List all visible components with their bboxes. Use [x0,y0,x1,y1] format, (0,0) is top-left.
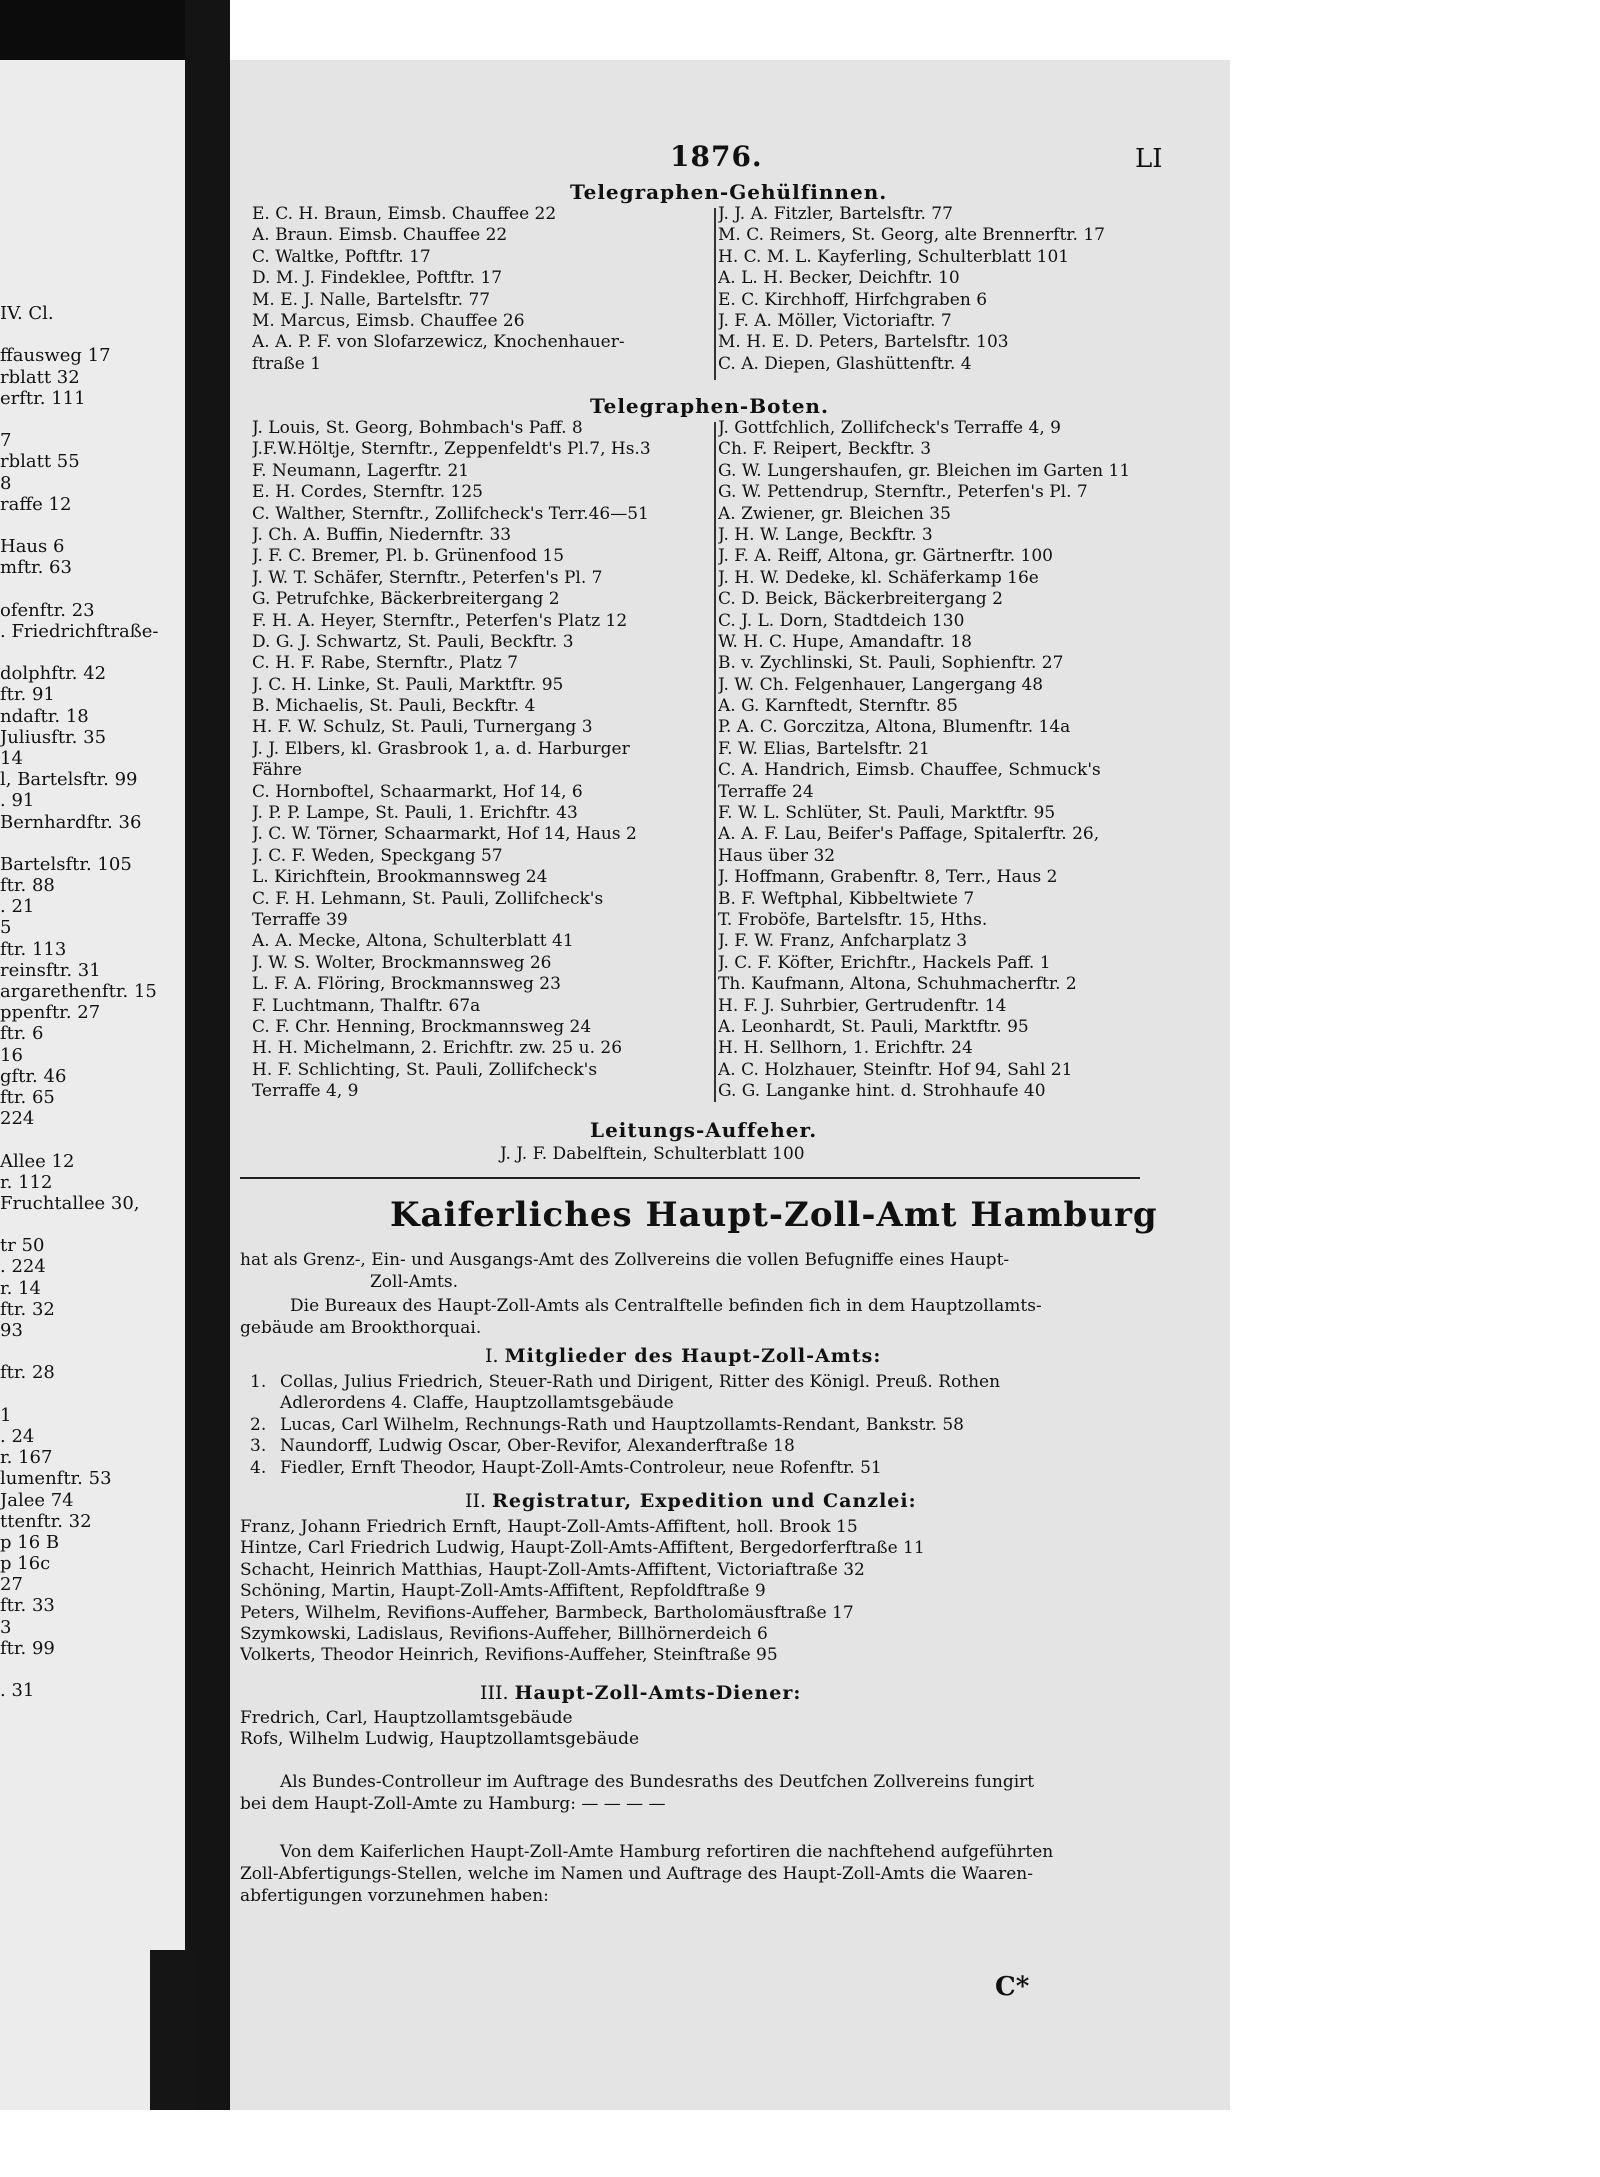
list-item: J. F. W. Franz, Anfcharplatz 3 [718,931,968,952]
members-heading [485,1345,881,1367]
left-page-line: l, Bartelsftr. 99 [0,769,138,791]
left-page-line: . 21 [0,896,35,918]
list-item: D. G. J. Schwartz, St. Pauli, Beckftr. 3 [252,631,574,652]
members-list [250,1372,1000,1479]
list-item: A. G. Karnftedt, Sternftr. 85 [718,696,958,717]
list-item: J. F. A. Reiff, Altona, gr. Gärtnerftr. 100 [718,546,1053,567]
list-item: J. P. P. Lampe, St. Pauli, 1. Erichftr. 43 [252,803,578,824]
list-item: Terraffe 4, 9 [252,1081,359,1102]
left-page-line: ftr. 32 [0,1298,55,1320]
list-item: G. W. Lungershaufen, gr. Bleichen im Garten 11 [718,460,1131,481]
left-page-line: r. 167 [0,1447,53,1469]
list-item: C. Walther, Sternftr., Zollifcheck's Terr.46—51 [252,503,649,524]
list-item: Schöning, Martin, Haupt-Zoll-Amts-Affiftent, Repfoldftraße 9 [240,1581,766,1602]
list-item: J. Louis, St. Georg, Bohmbach's Paff. 8 [252,418,583,438]
left-page-line: Haus 6 [0,536,65,558]
left-page-line: 7 [0,430,12,452]
list-item: Terraffe 24 [718,781,814,802]
list-item: A. Zwiener, gr. Bleichen 35 [718,503,951,524]
list-item: Peters, Wilhelm, Revifions-Auffeher, Barmbeck, Bartholomäusftraße 17 [240,1602,854,1623]
registry-list [240,1517,1140,1667]
list-item: C. F. Chr. Henning, Brockmannsweg 24 [252,1016,592,1037]
left-page-line: 14 [0,747,23,769]
left-page-line: p 16 B [0,1531,60,1553]
left-page-line: ffausweg 17 [0,345,111,367]
left-page-line: lumenftr. 53 [0,1468,112,1490]
list-item: A. Leonhardt, St. Pauli, Marktftr. 95 [718,1016,1029,1037]
left-page-line: ofenftr. 23 [0,599,95,621]
left-page-line: 1 [0,1404,12,1426]
servants-list [240,1708,1140,1751]
left-page-line: Jalee 74 [0,1489,74,1511]
list-item: H. H. Michelmann, 2. Erichftr. zw. 25 u. 26 [252,1038,623,1059]
list-item: H. C. M. L. Kayferling, Schulterblatt 101 [718,246,1070,267]
left-page-line: 8 [0,472,12,494]
signature-mark: C* [995,1972,1030,2002]
list-item [250,1436,1000,1457]
page-number: LI [1135,144,1163,174]
left-page-line: ftr. 91 [0,684,55,706]
list-item: E. H. Cordes, Sternftr. 125 [252,482,483,503]
list-item: Hintze, Carl Friedrich Ludwig, Haupt-Zoll-Amts-Affiftent, Bergedorferftraße 11 [240,1538,925,1559]
member-number: 3. [250,1436,267,1457]
list-item: F. W. L. Schlüter, St. Pauli, Marktftr. 95 [718,803,1056,824]
list-item: F. Neumann, Lagerftr. 21 [252,460,470,481]
list-item: J. W. S. Wolter, Brockmannsweg 26 [252,952,552,973]
list-item: T. Froböfe, Bartelsftr. 15, Hths. [718,909,988,930]
list-item: J. C. H. Linke, St. Pauli, Marktftr. 95 [252,674,564,695]
list-item: A. A. Mecke, Altona, Schulterblatt 41 [252,931,574,952]
bureau-line-2: gebäude am Brookthorquai. [240,1318,482,1338]
left-page-line: gftr. 46 [0,1065,67,1087]
list-item: J. C. W. Törner, Schaarmarkt, Hof 14, Haus 2 [252,824,637,845]
left-page-line: 3 [0,1616,12,1638]
list-item: F. H. A. Heyer, Sternftr., Peterfen's Platz 12 [252,610,628,631]
closing-line-2: Zoll-Abfertigungs-Stellen, welche im Namen und Auftrage des Haupt-Zoll-Amts die Waaren- [240,1864,1033,1884]
member-text: Lucas, Carl Wilhelm, Rechnungs-Rath und Hauptzollamts-Rendant, Bankstr. 58 [280,1414,964,1435]
list-item: G. Petrufchke, Bäckerbreitergang 2 [252,589,560,610]
member-text: Naundorff, Ludwig Oscar, Ober-Revifor, Alexanderftraße 18 [280,1436,795,1457]
member-number: 1. [250,1372,267,1392]
list-item: Volkerts, Theodor Heinrich, Revifions-Auffeher, Steinftraße 95 [240,1645,778,1666]
list-item: H. H. Sellhorn, 1. Erichftr. 24 [718,1038,973,1059]
servants-heading [480,1682,801,1704]
registry-heading [465,1490,917,1512]
member-text: Adlerordens 4. Claffe, Hauptzollamtsgebäude [280,1393,674,1414]
list-item: H. F. Schlichting, St. Pauli, Zollifcheck's [252,1059,598,1080]
left-page-line: . 91 [0,790,35,812]
list-item: G. G. Langanke hint. d. Strohhaufe 40 [718,1081,1046,1102]
left-page-line: ppenftr. 27 [0,1002,101,1024]
left-page-line: dolphftr. 42 [0,663,107,685]
left-page-line: ftr. 65 [0,1086,55,1108]
section-rule [240,1177,1140,1179]
assistants-right-column [718,204,1198,375]
left-page-line: IV. Cl. [0,303,54,324]
list-item: Rofs, Wilhelm Ludwig, Hauptzollamtsgebäude [240,1729,640,1750]
list-item: Fredrich, Carl, Hauptzollamtsgebäude [240,1708,573,1728]
left-page-line: r. 112 [0,1171,53,1193]
intro-line-2: Zoll-Amts. [370,1272,459,1292]
list-item: Terraffe 39 [252,909,348,930]
left-page-line: r. 14 [0,1277,41,1299]
left-page-line: . 31 [0,1680,35,1702]
list-item: J. H. W. Lange, Beckftr. 3 [718,524,933,545]
list-item: J. Hoffmann, Grabenftr. 8, Terr., Haus 2 [718,867,1058,888]
left-page-line: ftr. 33 [0,1595,55,1617]
left-page-line: . Friedrichftraße- [0,620,159,642]
list-item: Haus über 32 [718,845,836,866]
list-item: J. J. A. Fitzler, Bartelsftr. 77 [718,204,953,224]
member-number: 2. [250,1414,267,1435]
list-item: F. W. Elias, Bartelsftr. 21 [718,738,930,759]
intro-line-1: hat als Grenz-, Ein- und Ausgangs-Amt des Zollvereins die vollen Befugniffe eines Haupt- [240,1250,1010,1270]
list-item: Schacht, Heinrich Matthias, Haupt-Zoll-Amts-Affiftent, Victoriaftraße 32 [240,1559,865,1580]
left-page-line: Bernhardftr. 36 [0,811,142,833]
list-item: E. C. Kirchhoff, Hirfchgraben 6 [718,289,988,310]
list-item: Franz, Johann Friedrich Ernft, Haupt-Zoll-Amts-Affiftent, holl. Brook 15 [240,1517,858,1537]
list-item: ftraße 1 [252,353,322,374]
left-page-line: 5 [0,917,12,939]
list-item: Ch. F. Reipert, Beckftr. 3 [718,439,932,460]
list-item: A. L. H. Becker, Deichftr. 10 [718,268,960,289]
list-item: Th. Kaufmann, Altona, Schuhmacherftr. 2 [718,974,1077,995]
main-page [230,60,1230,2110]
page-year: 1876. [670,140,763,173]
list-item: J.F.W.Höltje, Sternftr., Zeppenfeldt's Pl.7, Hs.3 [252,439,651,460]
list-item: E. C. H. Braun, Eimsb. Chauffee 22 [252,204,557,224]
left-page-line: erftr. 111 [0,387,86,409]
left-page-line: 224 [0,1108,35,1130]
servants-heading-text: Haupt-Zoll-Amts-Diener: [514,1682,802,1704]
list-item: G. W. Pettendrup, Sternftr., Peterfen's Pl. 7 [718,482,1088,503]
list-item: M. H. E. D. Peters, Bartelsftr. 103 [718,332,1009,353]
list-item: A. Braun. Eimsb. Chauffee 22 [252,225,508,246]
column-divider [714,208,716,380]
left-page-line: ftr. 99 [0,1637,55,1659]
list-item: C. A. Diepen, Glashüttenftr. 4 [718,353,972,374]
left-page-line: 27 [0,1574,23,1596]
member-text: Collas, Julius Friedrich, Steuer-Rath und Dirigent, Ritter des Königl. Preuß. Rothen [280,1372,1001,1392]
list-item: B. v. Zychlinski, St. Pauli, Sophienftr. 27 [718,653,1064,674]
left-page-line: raffe 12 [0,493,72,515]
left-page-line: mftr. 63 [0,557,72,579]
list-item: B. Michaelis, St. Pauli, Beckftr. 4 [252,696,536,717]
list-item [250,1415,1000,1436]
members-heading-text: Mitglieder des Haupt-Zoll-Amts: [504,1345,882,1367]
bureau-line-1: Die Bureaux des Haupt-Zoll-Amts als Centralftelle befinden fich in dem Hauptzollamts- [290,1296,1042,1316]
controller-line-2: bei dem Haupt-Zoll-Amte zu Hamburg: — — — — [240,1794,666,1814]
list-item: F. Luchtmann, Thalftr. 67a [252,995,481,1016]
left-page-line: ftr. 28 [0,1362,55,1384]
section-title-line-supervisor: Leitungs-Auffeher. [590,1118,818,1142]
list-item [250,1393,1000,1414]
left-page-line: reinsftr. 31 [0,959,101,981]
left-page-line: 16 [0,1044,23,1066]
list-item: J. W. T. Schäfer, Sternftr., Peterfen's Pl. 7 [252,567,603,588]
messengers-right-column [718,418,1198,1103]
left-page-line: tr 50 [0,1235,45,1257]
members-heading-num: I. [485,1345,499,1367]
left-page-line: Juliusftr. 35 [0,726,107,748]
list-item: Fähre [252,760,302,781]
section-title-messengers: Telegraphen-Boten. [590,394,829,418]
closing-line-3: abfertigungen vorzunehmen haben: [240,1886,549,1906]
list-item: C. Waltke, Poftftr. 17 [252,246,431,267]
list-item: J. H. W. Dedeke, kl. Schäferkamp 16e [718,567,1039,588]
member-text: Fiedler, Ernft Theodor, Haupt-Zoll-Amts-Controleur, neue Rofenftr. 51 [280,1457,882,1478]
list-item: W. H. C. Hupe, Amandaftr. 18 [718,631,972,652]
list-item: C. A. Handrich, Eimsb. Chauffee, Schmuck's [718,760,1101,781]
list-item: H. F. J. Suhrbier, Gertrudenftr. 14 [718,995,1007,1016]
list-item [250,1372,1000,1393]
column-divider [714,422,716,1102]
customs-office-title: Kaiferliches Haupt-Zoll-Amt Hamburg [390,1195,1158,1235]
controller-line-1: Als Bundes-Controlleur im Auftrage des Bundesraths des Deutfchen Zollvereins fungirt [280,1772,1035,1792]
list-item: P. A. C. Gorczitza, Altona, Blumenftr. 14a [718,717,1071,738]
registry-heading-num: II. [465,1490,487,1512]
section-title-assistants: Telegraphen-Gehülfinnen. [570,180,888,204]
list-item: J. C. F. Weden, Speckgang 57 [252,845,503,866]
left-page-line: argarethenftr. 15 [0,981,157,1002]
list-item: M. Marcus, Eimsb. Chauffee 26 [252,310,525,331]
list-item: J. W. Ch. Felgenhauer, Langergang 48 [718,674,1044,695]
member-number: 4. [250,1457,267,1478]
left-page-line: Fruchtallee 30, [0,1192,140,1214]
registry-heading-text: Registratur, Expedition und Canzlei: [492,1490,917,1512]
left-page-line: ftr. 88 [0,875,55,897]
list-item: J. F. C. Bremer, Pl. b. Grünenfood 15 [252,546,565,567]
list-item: B. F. Weftphal, Kibbeltwiete 7 [718,888,975,909]
list-item: C. D. Beick, Bäckerbreitergang 2 [718,589,1003,610]
list-item: M. E. J. Nalle, Bartelsftr. 77 [252,289,491,310]
servants-heading-num: III. [480,1682,509,1704]
list-item: M. C. Reimers, St. Georg, alte Brennerftr. 17 [718,225,1105,246]
list-item: J. Gottfchlich, Zollifcheck's Terraffe 4, 9 [718,418,1061,438]
assistants-left-column [252,204,732,375]
list-item: C. F. H. Lehmann, St. Pauli, Zollifcheck's [252,888,604,909]
list-item: A. C. Holzhauer, Steinftr. Hof 94, Sahl 21 [718,1059,1073,1080]
closing-line-1: Von dem Kaiferlichen Haupt-Zoll-Amte Hamburg refortiren die nachftehend aufgeführten [280,1842,1054,1862]
line-supervisor-entry: J. J. F. Dabelftein, Schulterblatt 100 [500,1144,805,1164]
left-page-line: 93 [0,1320,23,1341]
list-item: L. F. A. Flöring, Brockmannsweg 23 [252,974,561,995]
list-item: Szymkowski, Ladislaus, Revifions-Auffeher, Billhörnerdeich 6 [240,1623,768,1644]
left-page-line: ftr. 113 [0,938,67,960]
left-page-line: . 224 [0,1256,46,1278]
messengers-left-column [252,418,732,1103]
left-page-line: . 24 [0,1425,35,1447]
left-page-line: p 16c [0,1553,51,1575]
list-item: C. Hornboftel, Schaarmarkt, Hof 14, 6 [252,781,583,802]
list-item: J. Ch. A. Buffin, Niedernftr. 33 [252,524,512,545]
left-page-line: ftr. 6 [0,1023,44,1045]
list-item: J. C. F. Köfter, Erichftr., Hackels Paff. 1 [718,952,1051,973]
left-page-line: rblatt 55 [0,451,80,473]
left-page-line: Allee 12 [0,1150,75,1172]
list-item: C. H. F. Rabe, Sternftr., Platz 7 [252,653,519,674]
list-item: A. A. F. Lau, Beifer's Paffage, Spitalerftr. 26, [718,824,1100,845]
left-page-line: Bartelsftr. 105 [0,853,132,875]
left-page-line: ttenftr. 32 [0,1510,92,1532]
list-item: C. J. L. Dorn, Stadtdeich 130 [718,610,965,631]
list-item: A. A. P. F. von Slofarzewicz, Knochenhauer- [252,332,625,353]
list-item: J. F. A. Möller, Victoriaftr. 7 [718,310,952,331]
list-item: L. Kirichftein, Brookmannsweg 24 [252,867,548,888]
list-item [250,1458,1000,1479]
list-item: H. F. W. Schulz, St. Pauli, Turnergang 3 [252,717,593,738]
left-page-line: rblatt 32 [0,366,80,388]
list-item: D. M. J. Findeklee, Poftftr. 17 [252,268,503,289]
list-item: J. J. Elbers, kl. Grasbrook 1, a. d. Harburger [252,738,630,759]
left-page-line: ndaftr. 18 [0,705,89,727]
